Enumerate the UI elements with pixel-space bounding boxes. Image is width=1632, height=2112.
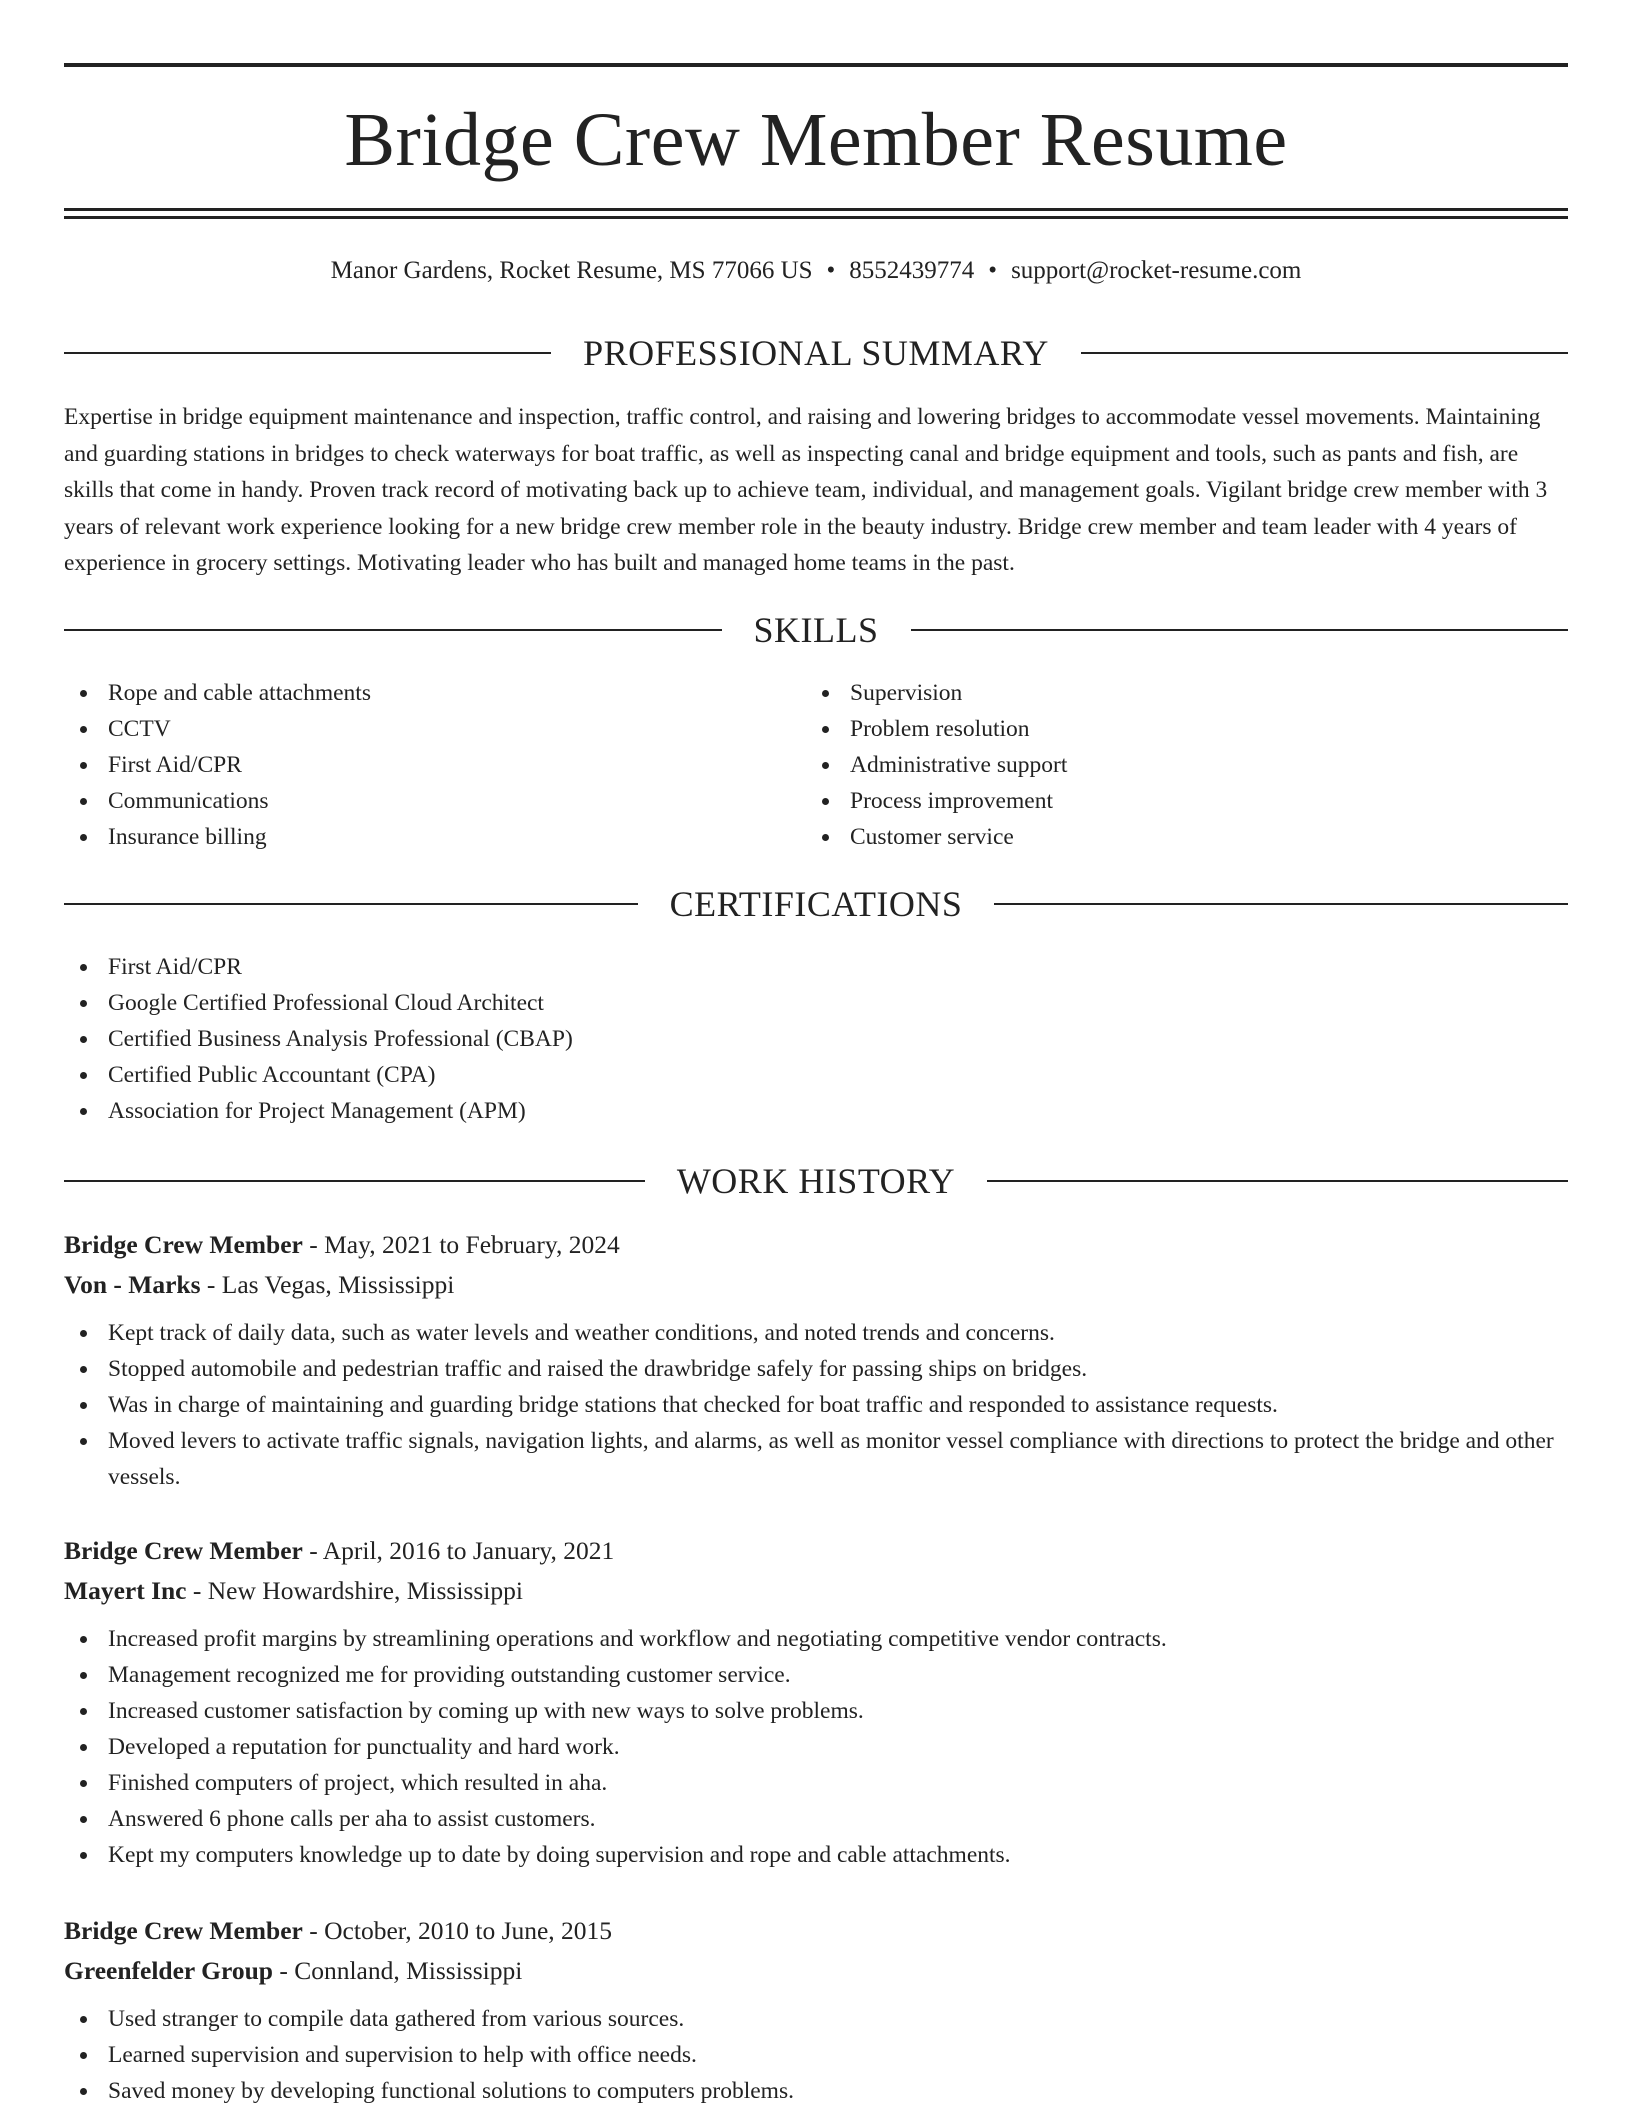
dash-separator: -	[302, 1916, 325, 1945]
resume-title: Bridge Crew Member Resume	[344, 98, 1288, 182]
job-location: Las Vegas, Mississippi	[221, 1270, 455, 1299]
skill-item: Process improvement	[806, 783, 1506, 819]
job-bullet: Management recognized me for providing outstanding customer service.	[64, 1657, 1568, 1693]
certification-item: Google Certified Professional Cloud Architect	[64, 985, 1568, 1021]
contact-separator: •	[826, 257, 836, 284]
contact-separator: •	[988, 257, 998, 284]
skill-item: Administrative support	[806, 747, 1506, 783]
contact-phone: 8552439774	[849, 257, 975, 284]
heading-rule	[987, 1180, 1568, 1182]
dash-separator: -	[200, 1270, 222, 1299]
certification-item: First Aid/CPR	[64, 949, 1568, 985]
dash-separator: -	[272, 1956, 295, 1985]
job-title-line	[64, 1225, 1568, 1265]
job-bullet: Increased customer satisfaction by coming up with new ways to solve problems.	[64, 1693, 1568, 1729]
summary-heading-label: PROFESSIONAL SUMMARY	[583, 333, 1049, 373]
job-bullet: Learned supervision and supervision to help with office needs.	[64, 2037, 1568, 2073]
job-entry	[64, 1911, 1568, 2109]
job-bullet: Saved money by developing functional solutions to computers problems.	[64, 2073, 1568, 2109]
job-bullet: Stopped automobile and pedestrian traffic and raised the drawbridge safely for passing ships on bridges.	[64, 1351, 1568, 1387]
skills-column-right	[806, 675, 1506, 855]
summary-heading	[64, 331, 1568, 375]
job-title-line	[64, 1911, 1568, 1951]
job-bullets	[64, 1621, 1568, 1873]
heading-rule	[64, 903, 638, 905]
certification-item: Certified Public Accountant (CPA)	[64, 1057, 1568, 1093]
job-title: Bridge Crew Member	[64, 1230, 303, 1259]
job-bullets	[64, 2001, 1568, 2109]
skill-item: First Aid/CPR	[64, 747, 764, 783]
heading-rule	[911, 629, 1569, 631]
job-company-line	[64, 1265, 1568, 1305]
skill-item: Communications	[64, 783, 764, 819]
job-bullet: Answered 6 phone calls per aha to assist customers.	[64, 1801, 1568, 1837]
heading-rule	[994, 903, 1568, 905]
job-bullet: Finished computers of project, which resulted in aha.	[64, 1765, 1568, 1801]
job-bullet: Was in charge of maintaining and guarding bridge stations that checked for boat traffic and responded to assistance requests.	[64, 1387, 1568, 1423]
job-company: Mayert Inc	[64, 1576, 187, 1605]
job-bullet: Developed a reputation for punctuality and hard work.	[64, 1729, 1568, 1765]
contact-address: Manor Gardens, Rocket Resume, MS 77066 US	[330, 257, 813, 284]
job-bullet: Kept track of daily data, such as water levels and weather conditions, and noted trends and concerns.	[64, 1315, 1568, 1351]
header-top-rule	[64, 63, 1568, 67]
certifications-heading	[64, 882, 1568, 926]
dash-separator: -	[302, 1536, 323, 1565]
job-bullet: Increased profit margins by streamlining operations and workflow and negotiating competitive vendor contracts.	[64, 1621, 1568, 1657]
job-title: Bridge Crew Member	[64, 1536, 303, 1565]
job-company: Greenfelder Group	[64, 1956, 273, 1985]
work-history-heading	[64, 1159, 1568, 1203]
job-dates: October, 2010 to June, 2015	[324, 1916, 613, 1945]
skill-item: Rope and cable attachments	[64, 675, 764, 711]
job-title: Bridge Crew Member	[64, 1916, 303, 1945]
skills-heading	[64, 608, 1568, 652]
header-bottom-rule	[64, 208, 1568, 211]
heading-rule	[64, 629, 722, 631]
job-bullet: Used stranger to compile data gathered from various sources.	[64, 2001, 1568, 2037]
certifications-list	[64, 949, 1568, 1129]
job-bullets	[64, 1315, 1568, 1495]
job-company-line	[64, 1571, 1568, 1611]
job-title-line	[64, 1531, 1568, 1571]
job-entry	[64, 1225, 1568, 1495]
contact-line	[64, 253, 1568, 289]
job-company: Von - Marks	[64, 1270, 201, 1299]
summary-text: Expertise in bridge equipment maintenance and inspection, traffic control, and raising and lowering bridges to accommodate vessel movements. Maintaining and guarding stations in bridges to check waterways for boat traffic, as well as inspecting canal and bridge equipment and tools, such as pants and fish, are skills that come in handy. Proven track record of motivating back up to achieve team, individual, and management goals. Vigilant bridge crew member with 3 years of relevant work experience looking for a new bridge crew member role in the beauty industry. Bridge crew member and team leader with 4 years of experience in grocery settings. Motivating leader who has built and managed home teams in the past.	[64, 404, 1548, 576]
skill-item: Insurance billing	[64, 819, 764, 855]
skills-column-left	[64, 675, 764, 855]
header-bottom-rule-second	[64, 216, 1568, 219]
job-dates: April, 2016 to January, 2021	[322, 1536, 615, 1565]
heading-rule	[64, 1180, 645, 1182]
job-entry	[64, 1531, 1568, 1873]
contact-email: support@rocket-resume.com	[1011, 257, 1302, 284]
skill-item: Supervision	[806, 675, 1506, 711]
job-location: New Howardshire, Mississippi	[207, 1576, 523, 1605]
work-history-heading-label: WORK HISTORY	[676, 1161, 956, 1201]
heading-rule	[64, 352, 551, 354]
dash-separator: -	[302, 1230, 325, 1259]
skills-heading-label: SKILLS	[753, 610, 879, 650]
dash-separator: -	[186, 1576, 208, 1605]
certifications-heading-label: CERTIFICATIONS	[669, 884, 963, 924]
certification-item: Association for Project Management (APM)	[64, 1093, 1568, 1129]
certification-item: Certified Business Analysis Professional (CBAP)	[64, 1021, 1568, 1057]
skill-item: CCTV	[64, 711, 764, 747]
heading-rule	[1081, 352, 1568, 354]
skill-item: Problem resolution	[806, 711, 1506, 747]
skill-item: Customer service	[806, 819, 1506, 855]
job-company-line	[64, 1951, 1568, 1991]
job-bullet: Kept my computers knowledge up to date by doing supervision and rope and cable attachments.	[64, 1837, 1568, 1873]
job-bullet: Moved levers to activate traffic signals, navigation lights, and alarms, as well as monitor vessel compliance with directions to protect the bridge and other vessels.	[64, 1423, 1568, 1495]
job-location: Connland, Mississippi	[294, 1956, 523, 1985]
job-dates: May, 2021 to February, 2024	[324, 1230, 620, 1259]
